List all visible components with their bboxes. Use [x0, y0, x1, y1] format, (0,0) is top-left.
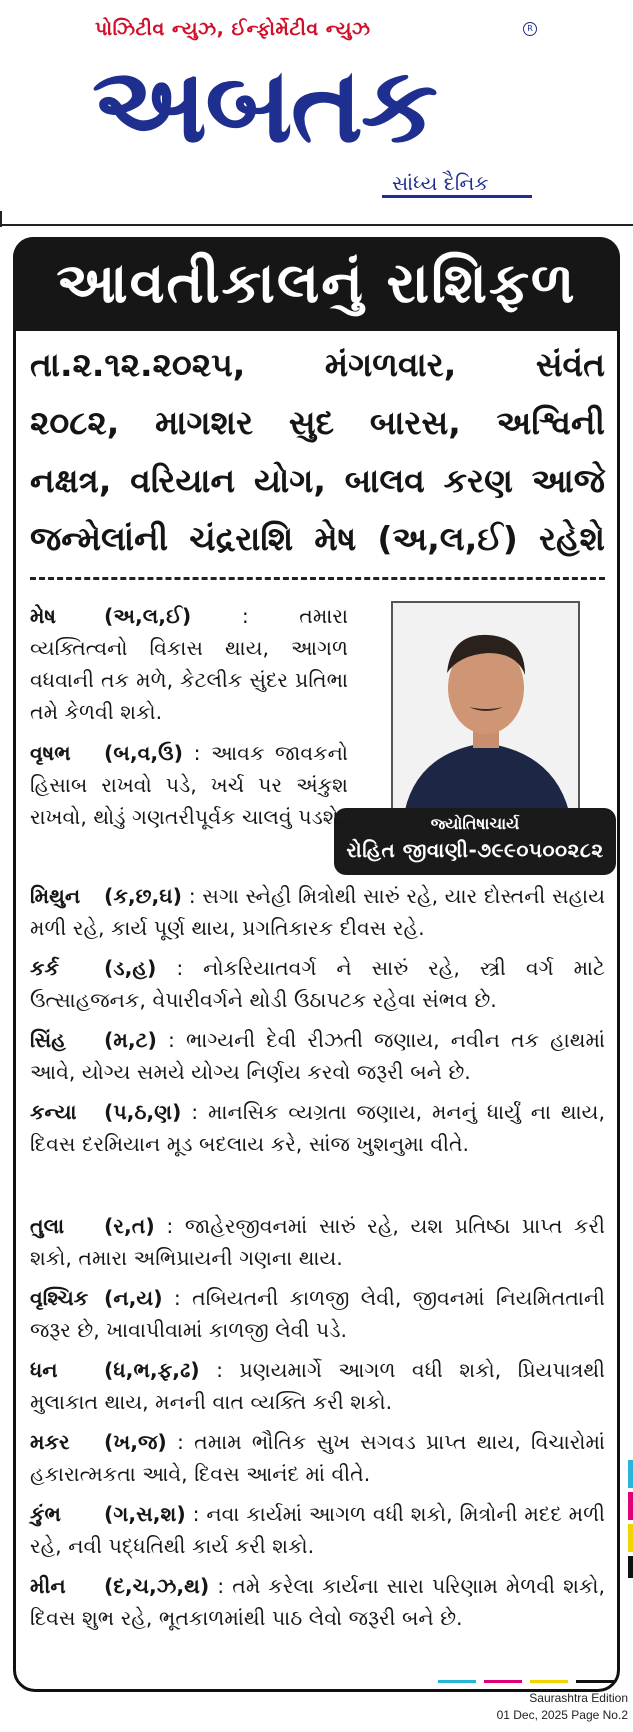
edition-info: [470, 1690, 628, 1724]
sign-prediction: : નવા કાર્યમાં આગળ વધી શકો, મિત્રોની મદદ મળી રહે, નવી પદ્ધતિથી કાર્ય કરી શકો.: [30, 1502, 605, 1558]
sign-name: કુંભ: [30, 1502, 61, 1526]
horoscope-entry-makar: [30, 1426, 605, 1490]
sign-letters: (ધ,ભ,ફ,ઢ): [104, 1358, 200, 1382]
sign-prediction: : સગા સ્નેહી મિત્રોથી સારું રહે, યાર દોસ્તની સહાય મળી રહે, કાર્ય પૂર્ણ થાય, પ્રગતિકારક દીવસ રહે.: [30, 884, 605, 940]
sign-prediction: : તબિયતની કાળજી લેવી, જીવનમાં નિયમિતતાની જરૂર છે, ખાવાપીવામાં કાળજી લેવી પડે.: [30, 1286, 605, 1342]
astrologer-name-phone: રોહિત જીવાણી-૭૯૯૦૫૦૦૨૮૨: [346, 838, 604, 862]
article-title: આવતીકાલનું રાશિફળ: [13, 237, 620, 331]
sign-letters: (ગ,સ,શ): [104, 1502, 186, 1526]
sign-name: ધન: [30, 1358, 58, 1382]
astrologer-title: જ્યોતિષાચાર્ય: [430, 814, 520, 833]
horoscope-entry-mithun: [30, 880, 605, 944]
print-registration-marks: [626, 1460, 633, 1580]
sign-letters: (પ,ઠ,ણ): [104, 1100, 182, 1124]
edition-name: Saurashtra Edition: [529, 1691, 628, 1705]
sign-prediction: : તમે કરેલા કાર્યના સારા પરિણામ મેળવી શકો, દિવસ શુભ રહે, ભૂતકાળમાંથી પાઠ લેવો જરૂરી બને છે.: [30, 1574, 605, 1630]
sign-name: કન્યા: [30, 1100, 77, 1124]
sign-letters: (ર,ત): [104, 1214, 155, 1238]
sign-letters: (દ,ચ,ઝ,થ): [104, 1574, 210, 1598]
sign-letters: (મ,ટ): [104, 1028, 157, 1052]
masthead-tagline: પોઝિટીવ ન્યુઝ, ઈન્ફોર્મેટીવ ન્યુઝ: [95, 18, 371, 40]
color-bar: [438, 1680, 618, 1684]
intro-line: ૨૦૮૨, માગશર સુદ બારસ, અશ્વિની: [30, 403, 605, 442]
sign-prediction: : જાહેરજીવનમાં સારું રહે, યશ પ્રતિષ્ઠા પ્રાપ્ત કરી શકો, તમારા અભિપ્રાયની ગણના થાય.: [30, 1214, 605, 1270]
sign-name: તુલા: [30, 1214, 65, 1238]
sign-letters: (ન,ય): [104, 1286, 163, 1310]
horoscope-entry-dhan: [30, 1354, 605, 1418]
dashed-divider: [30, 577, 605, 580]
sign-name: વૃષભ: [30, 741, 71, 765]
sign-name: કર્ક: [30, 956, 59, 980]
sign-name: સિંહ: [30, 1028, 66, 1052]
astrologer-caption: [334, 808, 616, 875]
sign-prediction: : તમામ ભૌતિક સુખ સગવડ પ્રાપ્ત થાય, વિચારોમાં હકારાત્મકતા આવે, દિવસ આનંદ માં વીતે.: [30, 1430, 605, 1486]
sign-letters: (ખ,જ): [104, 1430, 167, 1454]
masthead: [0, 0, 633, 225]
portrait-image: [393, 603, 578, 820]
sign-prediction: : આવક જાવકનો હિસાબ રાખવો પડે, ખર્ચ પર અંકુશ રાખવો, થોડું ગણતરીપૂર્વક ચાલવું પડશે.: [30, 741, 348, 829]
intro-line: નક્ષત્ર, વરિયાન યોગ, બાલવ કરણ આજે: [30, 461, 605, 500]
sign-name: મેષ: [30, 604, 56, 628]
horoscope-entry-vrushchik: [30, 1282, 605, 1346]
registered-mark-icon: R: [523, 22, 537, 36]
horoscope-entry-sinh: [30, 1024, 605, 1088]
edition-underline: [382, 195, 532, 198]
sign-prediction: : માનસિક વ્યગ્રતા જણાય, મનનું ધાર્યું ના થાય, દિવસ દરમિયાન મૂડ બદલાય કરે, સાંજ ખુશનુમા વીતે.: [30, 1100, 605, 1156]
sign-letters: (ક,છ,ઘ): [104, 884, 183, 908]
horoscope-entry-mesh: [30, 600, 348, 728]
horoscope-entry-kark: [30, 952, 605, 1016]
sign-name: મીન: [30, 1574, 66, 1598]
intro-line: તા.૨.૧૨.૨૦૨૫, મંગળવાર, સંવંત: [30, 345, 605, 384]
sign-letters: (અ,લ,ઈ): [104, 604, 192, 628]
horoscope-entry-meen: [30, 1570, 605, 1634]
intro-line: જન્મેલાંની ચંદ્રરાશિ મેષ (અ,લ,ઈ) રહેશે: [30, 519, 605, 558]
sign-prediction: : પ્રણયમાર્ગે આગળ વધી શકો, પ્રિયપાત્રથી મુલાકાત થાય, મનની વાત વ્યક્તિ કરી શકો.: [30, 1358, 605, 1414]
horoscope-entry-tula: [30, 1210, 605, 1274]
newspaper-logo: અબતક: [92, 44, 436, 166]
sign-name: મકર: [30, 1430, 70, 1454]
horoscope-entry-vrushabh: [30, 737, 348, 833]
sign-name: મિથુન: [30, 884, 81, 908]
sign-prediction: : તમારા વ્યક્તિત્વનો વિકાસ થાય, આગળ વધવાની તક મળે, કેટલીક સુંદર પ્રતિભા તમે કેળવી શકો.: [30, 604, 348, 724]
horoscope-entry-kumbh: [30, 1498, 605, 1562]
astrologer-photo: [391, 601, 580, 822]
page-divider: [0, 224, 633, 226]
sign-prediction: : નોકરિયાતવર્ગ ને સારું રહે, સ્ત્રી વર્ગ માટે ઉત્સાહજનક, વેપારીવર્ગને થોડી ઉઠાપટક રહેવા સંભવ છે.: [30, 956, 605, 1012]
edition-date-page: 01 Dec, 2025 Page No.2: [496, 1708, 628, 1722]
sign-prediction: : ભાગ્યની દેવી રીઝતી જણાય, નવીન તક હાથમાં આવે, યોગ્ય સમયે યોગ્ય નિર્ણય કરવો જરૂરી બને છે.: [30, 1028, 605, 1084]
edition-type: સાંધ્ય દૈનિક: [392, 171, 489, 195]
panchang-intro: [30, 336, 605, 568]
horoscope-entry-kanya: [30, 1096, 605, 1160]
sign-name: વૃશ્ચિક: [30, 1286, 89, 1310]
sign-letters: (બ,વ,ઉ): [104, 741, 184, 765]
sign-letters: (ડ,હ): [104, 956, 157, 980]
